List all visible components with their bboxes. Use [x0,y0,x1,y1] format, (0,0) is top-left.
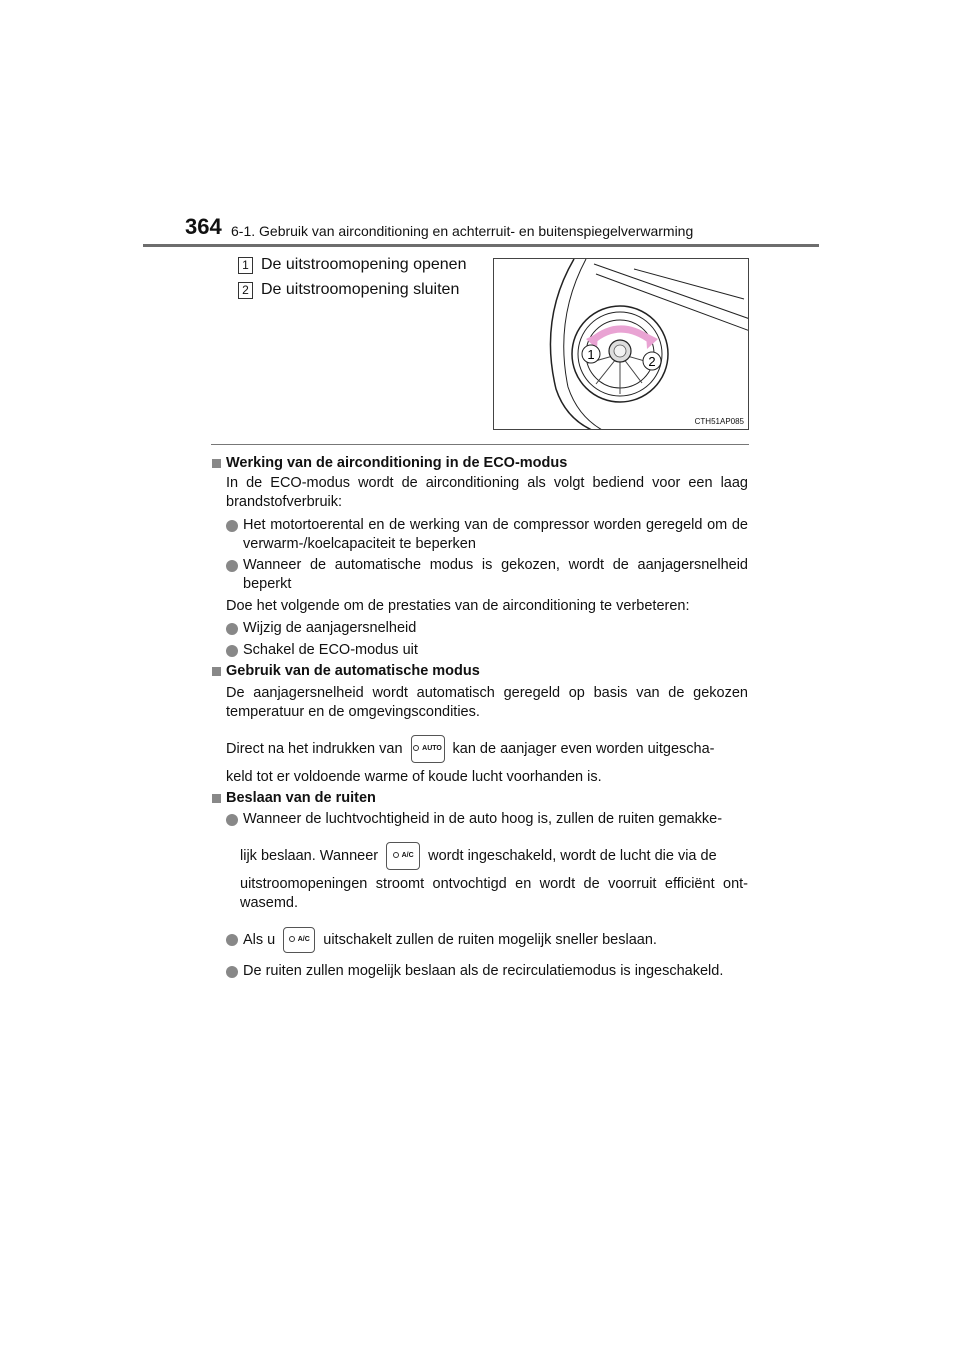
ac-button-label: A/C [401,852,414,859]
fog-bullet-3 [226,962,748,981]
auto-button-label: AUTO [422,745,442,752]
page-number: 364 [185,214,222,239]
air-vent-illustration [493,258,749,430]
figure-code: CTH51AP085 [694,417,744,426]
eco-tip-bullet-2 [226,641,748,660]
round-bullet-icon [226,520,238,532]
square-bullet-icon [212,794,221,803]
step-1-text: De uitstroomopening openen [261,256,467,273]
auto-text: De aanjagersnelheid wordt automatisch geregeld op basis van de gekozen temperatuur en de omgevingscondities. [226,685,748,720]
ac-button-icon [386,842,420,870]
header-divider [143,244,819,247]
ac-button-label-2: A/C [297,936,310,943]
step-number-1: 1 [238,257,253,274]
eco-bullet-2 [226,556,748,594]
ac-button-icon [283,927,315,953]
fog-bullet-1-inline [240,842,748,870]
callout-2: 2 [648,354,656,369]
fog-b1-cont: uitstroomopeningen stroomt ontvochtigd en wordt de voorruit efficiënt ont-wasemd. [240,876,748,911]
eco-bullet-1-text: Het motortoerental en de werking van de compressor worden geregeld om de verwarm-/koelcapaciteit te beperken [243,517,748,552]
auto-heading [212,663,480,679]
fog-bullet-1 [226,810,748,829]
auto-direct-cont: keld tot er voldoende warme of koude lucht voorhanden is. [226,769,602,785]
chapter-title: 6-1. Gebruik van airconditioning en achterruit- en buitenspiegelverwarming [231,223,694,239]
auto-direct-before: Direct na het indrukken van [226,740,403,757]
fog-heading-text: Beslaan van de ruiten [226,790,376,806]
auto-heading-text: Gebruik van de automatische modus [226,663,480,679]
fog-b2-before: Als u [243,931,276,948]
step-2-text: De uitstroomopening sluiten [261,281,460,298]
fog-b2-after: uitschakelt zullen de ruiten mogelijk sneller beslaan. [323,931,657,948]
fog-bullet-2 [226,927,748,953]
auto-direct-line [226,735,748,763]
eco-tip: Doe het volgende om de prestaties van de airconditioning te verbeteren: [226,598,690,614]
round-bullet-icon [226,623,238,635]
round-bullet-icon [226,966,238,978]
eco-bullet-2-text: Wanneer de automatische modus is gekozen, wordt de aanjagersnelheid beperkt [243,557,748,592]
fog-heading [212,790,376,806]
eco-intro: In de ECO-modus wordt de airconditioning als volgt bediend voor een laag brandstofverbruik: [226,475,748,510]
section-divider [211,444,749,445]
step-1 [238,256,466,274]
round-bullet-icon [226,645,238,657]
callout-1: 1 [587,347,595,362]
square-bullet-icon [212,459,221,468]
eco-tip-bullet-1 [226,619,748,638]
round-bullet-icon [226,814,238,826]
eco-heading-text: Werking van de airconditioning in de ECO-modus [226,455,568,471]
round-bullet-icon [226,934,238,946]
fog-bullet-1-line1: Wanneer de luchtvochtigheid in de auto hoog is, zullen de ruiten gemakke- [243,811,723,827]
eco-tip-bullet-1-text: Wijzig de aanjagersnelheid [243,620,417,636]
fog-b1-after: wordt ingeschakeld, wordt de lucht die via de [428,847,717,864]
eco-bullet-1 [226,516,748,554]
fog-bullet-3-text: De ruiten zullen mogelijk beslaan als de recirculatiemodus is ingeschakeld. [243,963,724,979]
step-number-2: 2 [238,282,253,299]
square-bullet-icon [212,667,221,676]
eco-heading [212,455,567,471]
fog-b1-before: lijk beslaan. Wanneer [240,847,379,864]
round-bullet-icon [226,560,238,572]
vent-drawing [494,259,749,430]
auto-direct-after: kan de aanjager even worden uitgescha- [452,740,715,757]
eco-tip-bullet-2-text: Schakel de ECO-modus uit [243,642,418,658]
auto-button-icon [411,735,445,763]
step-2 [238,281,459,299]
